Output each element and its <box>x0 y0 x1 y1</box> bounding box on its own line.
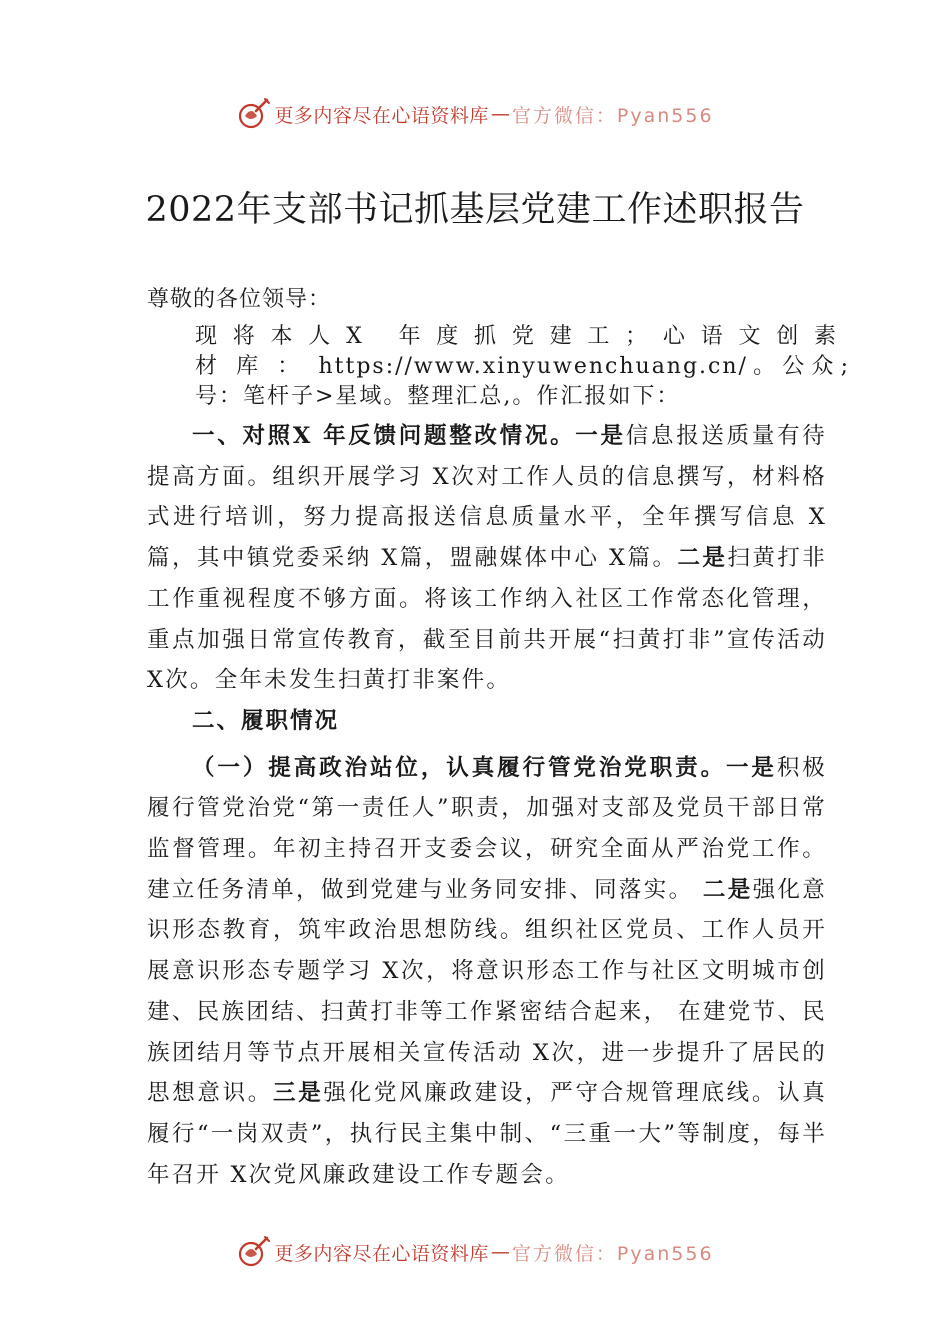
footer-banner <box>0 1232 950 1272</box>
intro-spaced-text: 现将本人X 年度抓党建工；心语文创素材库： <box>195 324 850 379</box>
section1-heading: 一、对照X 年反馈问题整改情况。 <box>192 423 576 449</box>
intro-rest-text: https://www.xinyuwenchuang.cn/。公众;号：笔杆子>星域。整理汇总,。作汇报如下： <box>195 354 850 409</box>
footer-contact: 官方微信：Pyan556 <box>511 1242 714 1265</box>
section2-sub1-paragraph <box>147 748 827 1196</box>
pen-seal-icon <box>236 1235 270 1269</box>
section1-point1-text: 信息报送质量有待提高方面。组织开展学习 X次对工作人员的信息撰写，材料格式进行培训，努力提高报送信息质量水平，全年撰写信息 X篇，其中镇党委采纳 X篇，盟融媒体中心 X篇。 <box>147 423 827 572</box>
intro-paragraph <box>195 322 850 412</box>
section2-point2-text: 强化意识形态教育，筑牢政治思想防线。组织社区党员、工作人员开展意识形态专题学习 X次，将意识形态工作与社区文明城市创建、民族团结、扫黄打非等工作紧密结合起来， 在建党节、民族团结月等节点开展相关宣传活动 X次，进一步提升了居民的思想意识。 <box>147 876 827 1107</box>
banner-dash: — <box>490 103 510 125</box>
section2-point2-label: 二是 <box>702 876 753 903</box>
document-body <box>147 282 850 1195</box>
footer-brand: 更多内容尽在心语资料库 <box>274 1242 489 1265</box>
header-banner <box>0 94 950 134</box>
section2-point3-text: 强化党风廉政建设，严守合规管理底线。认真履行“一岗双责”，执行民主集中制、“三重一大”等制度，每半年召开 X次党风廉政建设工作专题会。 <box>147 1080 827 1188</box>
section2-point3-label: 三是 <box>273 1080 324 1107</box>
section1-point2-label: 二是 <box>677 545 728 572</box>
section1-point1-label: 一是 <box>575 423 626 449</box>
banner-brand: 更多内容尽在心语资料库 <box>274 104 489 127</box>
section2-point1-text: 积极履行管党治党“第一责任人”职责，加强对支部及党员干部日常监督管理。年初主持召开支委会议，研究全面从严治党工作。建立任务清单，做到党建与业务同安排、同落实。 <box>147 754 827 903</box>
section2-point1-label: 一是 <box>726 754 777 781</box>
section1-paragraph <box>147 416 827 701</box>
salutation: 尊敬的各位领导： <box>147 287 332 312</box>
section2-sub1-heading: （一）提高政治站位，认真履行管党治党职责。 <box>192 754 726 781</box>
section1-point2-text: 扫黄打非工作重视程度不够方面。将该工作纳入社区工作常态化管理，重点加强日常宣传教育，截至目前共开展“扫黄打非”宣传活动 X次。全年未发生扫黄打非案件。 <box>147 545 827 694</box>
document-title: 2022年支部书记抓基层党建工作述职报告 <box>145 190 805 230</box>
banner-contact: 官方微信：Pyan556 <box>511 104 714 127</box>
pen-seal-icon <box>236 97 270 131</box>
footer-dash: — <box>490 1241 510 1263</box>
section2-heading: 二、履职情况 <box>192 707 340 734</box>
